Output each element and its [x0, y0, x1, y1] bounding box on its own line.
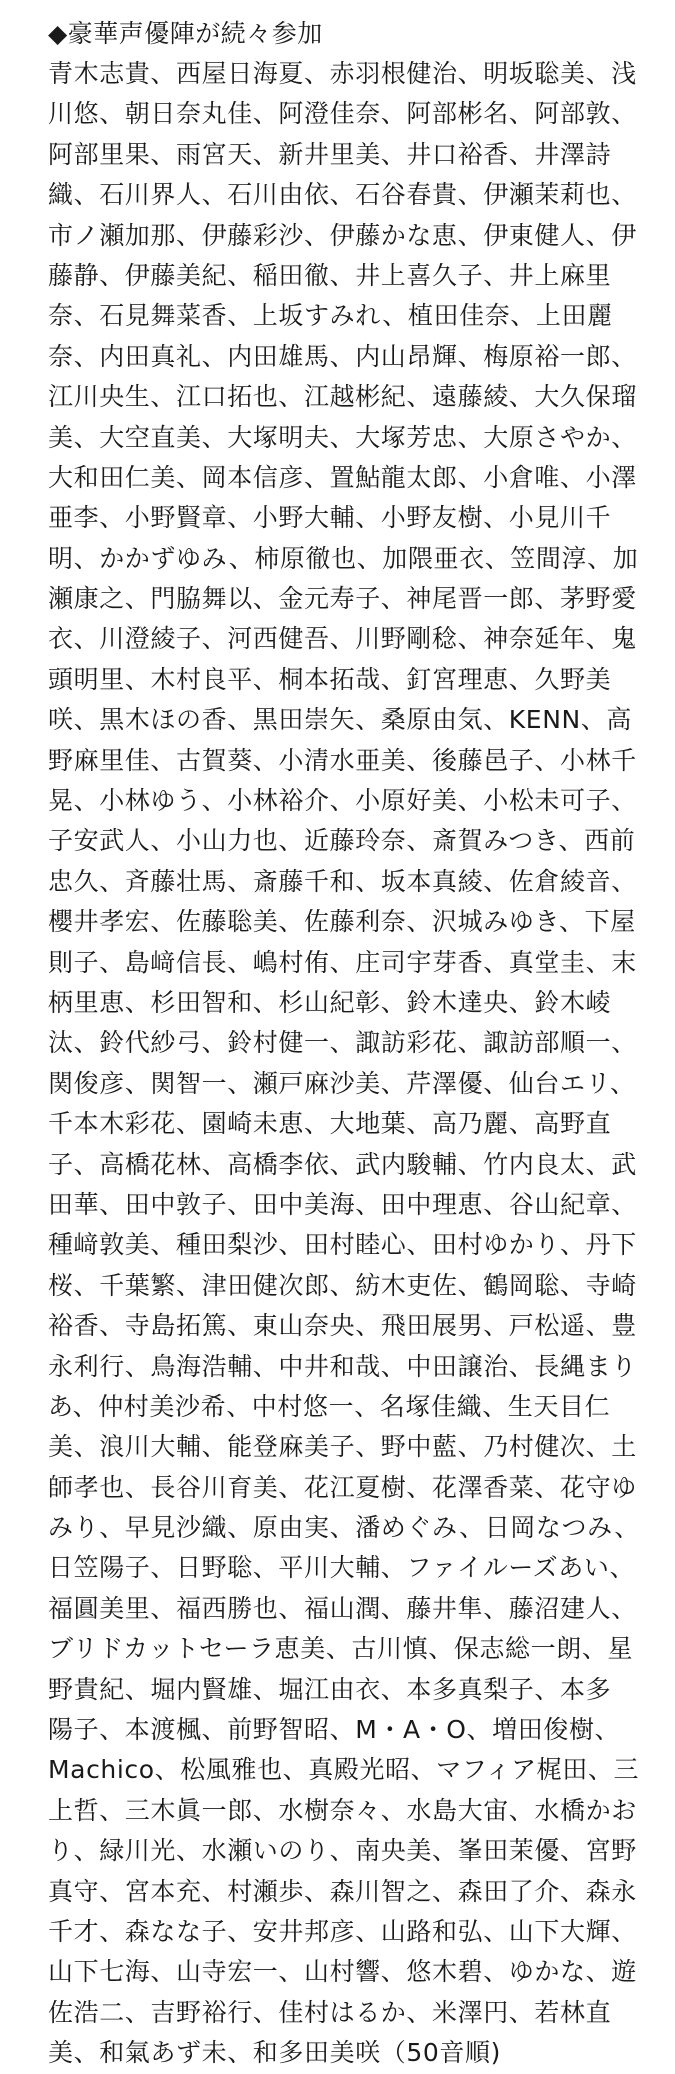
cast-line: 陽子、本渡楓、前野智昭、M・A・O、増田俊樹、: [48, 1715, 621, 1745]
cast-line: 真守、宮本充、村瀬歩、森川智之、森田了介、森永: [48, 1876, 637, 1906]
cast-line: 奈、内田真礼、内田雄馬、内山昂輝、梅原裕一郎、: [48, 341, 637, 371]
cast-line: 青木志貴、西屋日海夏、赤羽根健治、明坂聡美、浅: [48, 59, 637, 88]
cast-line: 櫻井孝宏、佐藤聡美、佐藤利奈、沢城みゆき、下屋: [48, 907, 636, 937]
cast-line: 大和田仁美、岡本信彦、置鮎龍太郎、小倉唯、小澤: [48, 462, 637, 492]
cast-line: 千本木彩花、園崎未恵、大地葉、高乃麗、高野直: [48, 1109, 612, 1139]
cast-line: 野貴紀、堀内賢雄、堀江由衣、本多真梨子、本多: [48, 1674, 612, 1704]
cast-line: 山下七海、山寺宏一、山村響、悠木碧、ゆかな、遊: [48, 1957, 637, 1987]
cast-line: 千才、森なな子、安井邦彦、山路和弘、山下大輝、: [48, 1916, 637, 1946]
cast-line: 晃、小林ゆう、小林裕介、小原好美、小松未可子、: [48, 786, 637, 816]
cast-line: 忠久、斉藤壮馬、斎藤千和、坂本真綾、佐倉綾音、: [48, 866, 637, 896]
cast-line: 美、和氣あず未、和多田美咲（50音順): [48, 2038, 501, 2068]
cast-line: Machico、松風雅也、真殿光昭、マフィア梶田、三: [48, 1755, 640, 1785]
cast-line: 田華、田中敦子、田中美海、田中理恵、谷山紀章、: [48, 1189, 637, 1219]
cast-line: 明、かかずゆみ、柿原徹也、加隈亜衣、笠間淳、加: [48, 543, 639, 573]
cast-line: 亜李、小野賢章、小野大輔、小野友樹、小見川千: [48, 503, 612, 533]
cast-line: 美、浪川大輔、能登麻美子、野中藍、乃村健次、土: [48, 1432, 637, 1462]
cast-line: 則子、島﨑信長、嶋村侑、庄司宇芽香、真堂圭、末: [48, 947, 637, 977]
cast-line: 江川央生、江口拓也、江越彬紀、遠藤綾、大久保瑠: [48, 382, 637, 412]
cast-line: みり、早見沙織、原由実、潘めぐみ、日岡なつみ、: [48, 1513, 640, 1543]
cast-line: 子安武人、小山力也、近藤玲奈、斎賀みつき、西前: [48, 826, 636, 856]
cast-line: 永利行、鳥海浩輔、中井和哉、中田譲治、長縄まり: [48, 1351, 637, 1381]
cast-line: 奈、石見舞菜香、上坂すみれ、植田佳奈、上田麗: [48, 301, 613, 331]
cast-line: 頭明里、木村良平、桐本拓哉、釘宮理恵、久野美: [48, 664, 612, 694]
cast-line: 佐浩二、吉野裕行、佳村はるか、米澤円、若林直: [48, 1997, 612, 2027]
cast-line: 上哲、三木眞一郎、水樹奈々、水島大宙、水橋かお: [48, 1795, 637, 1825]
section-heading: ◆豪華声優陣が続々参加: [48, 19, 323, 48]
cast-line: 柄里恵、杉田智和、杉山紀彰、鈴木達央、鈴木崚: [48, 987, 612, 1017]
cast-line: 師孝也、長谷川育美、花江夏樹、花澤香菜、花守ゆ: [48, 1472, 637, 1502]
cast-line: 瀬康之、門脇舞以、金元寿子、神尾晋一郎、茅野愛: [48, 584, 637, 614]
cast-line: 織、石川界人、石川由依、石谷春貴、伊瀬茉莉也、: [48, 180, 637, 210]
cast-line: 市ノ瀬加那、伊藤彩沙、伊藤かな恵、伊東健人、伊: [48, 220, 637, 250]
cast-line: り、緑川光、水瀬いのり、南央美、峯田茉優、宮野: [48, 1836, 637, 1866]
cast-line: あ、仲村美沙希、中村悠一、名塚佳織、生天目仁: [48, 1391, 611, 1421]
cast-line: 日笠陽子、日野聡、平川大輔、ファイルーズあい、: [48, 1553, 636, 1583]
cast-line: ブリドカットセーラ恵美、古川慎、保志総一朗、星: [48, 1634, 634, 1664]
cast-line: 裕香、寺島拓篤、東山奈央、飛田展男、戸松遥、豊: [48, 1311, 637, 1341]
cast-line: 子、高橋花林、高橋李依、武内駿輔、竹内良太、武: [48, 1149, 637, 1179]
cast-line: 衣、川澄綾子、河西健吾、川野剛稔、神奈延年、鬼: [48, 624, 637, 654]
cast-line: 福圓美里、福西勝也、福山潤、藤井隼、藤沼建人、: [48, 1593, 637, 1623]
cast-line: 関俊彦、関智一、瀬戸麻沙美、芹澤優、仙台エリ、: [48, 1068, 636, 1098]
cast-line: 汰、鈴代紗弓、鈴村健一、諏訪彩花、諏訪部順一、: [48, 1028, 637, 1058]
cast-line: 藤静、伊藤美紀、稲田徹、井上喜久子、井上麻里: [48, 260, 612, 290]
cast-line: 阿部里果、雨宮天、新井里美、井口裕香、井澤詩: [48, 139, 612, 169]
cast-line: 野麻里佳、古賀葵、小清水亜美、後藤邑子、小林千: [48, 745, 637, 775]
cast-line: 桜、千葉繁、津田健次郎、紡木吏佐、鶴岡聡、寺崎: [48, 1270, 637, 1300]
cast-list: [48, 54, 645, 2074]
cast-line: 美、大空直美、大塚明夫、大塚芳忠、大原さやか、: [48, 422, 637, 452]
cast-line: 川悠、朝日奈丸佳、阿澄佳奈、阿部彬名、阿部敦、: [48, 99, 637, 129]
cast-line: 咲、黒木ほの香、黒田崇矢、桑原由気、KENN、高: [48, 705, 632, 735]
cast-line: 種﨑敦美、種田梨沙、田村睦心、田村ゆかり、丹下: [48, 1230, 637, 1260]
